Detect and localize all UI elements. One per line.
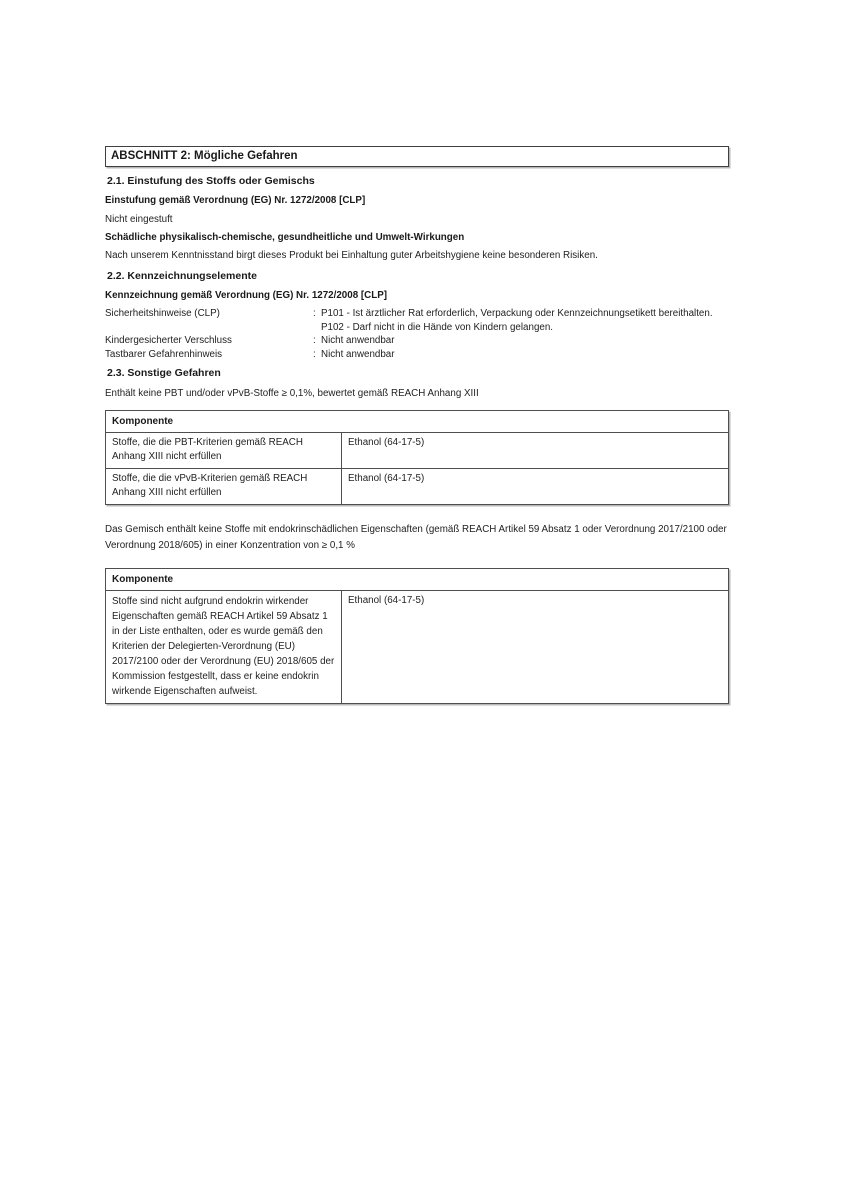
criterion-cell: Stoffe, die die PBT-Kriterien gemäß REACH Anhang XIII nicht erfüllen [106,433,342,469]
table-row-vpvb [106,469,729,505]
criterion-cell: Stoffe, die die vPvB-Kriterien gemäß REACH Anhang XIII nicht erfüllen [106,469,342,505]
labelling-regulation-heading: Kennzeichnung gemäß Verordnung (EG) Nr. 1272/2008 [CLP] [105,290,387,301]
section-title: ABSCHNITT 2: Mögliche Gefahren [111,150,298,162]
row-value: Nicht anwendbar [321,348,395,360]
criterion-cell: Stoffe sind nicht aufgrund endokrin wirkender Eigenschaften gemäß REACH Artikel 59 Absatz 1 in der Liste enthalten, oder es wurde gemäß den Kriterien der Delegierten-Verordnung (EU) 2017/2100 oder der Verordnung (EU) 2018/605 der Kommission festgestellt, dass er keine endokrin wirkende Eigenschaften aufweist. [106,591,342,704]
row-label: Kindergesicherter Verschluss [105,335,232,346]
row-separator: : [313,308,316,319]
adverse-effects-heading: Schädliche physikalisch-chemische, gesundheitliche und Umwelt-Wirkungen [105,232,465,243]
table-header-row [106,569,729,591]
pbt-statement: Enthält keine PBT und/oder vPvB-Stoffe ≥ 0,1%, bewertet gemäß REACH Anhang XIII [105,388,479,399]
row-separator: : [313,335,316,346]
classification-regulation-heading: Einstufung gemäß Verordnung (EG) Nr. 1272/2008 [CLP] [105,195,366,206]
table-row-pbt [106,433,729,469]
heading-2-1: 2.1. Einstufung des Stoffs oder Gemischs [107,175,315,187]
label-row-safety-statements [105,307,729,334]
label-row-tactile-warning [105,348,729,362]
sds-section-2-page [105,146,729,704]
labelling-details [105,307,729,361]
heading-2-3: 2.3. Sonstige Gefahren [107,367,221,379]
classification-value: Nicht eingestuft [105,214,173,225]
row-label: Tastbarer Gefahrenhinweis [105,348,223,360]
adverse-effects-text: Nach unserem Kenntnisstand birgt dieses Produkt bei Einhaltung guter Arbeitshygiene keine besonderen Risiken. [105,250,598,261]
label-row-child-resistant-closure [105,334,729,348]
row-value: Nicht anwendbar [321,335,395,346]
endocrine-statement: Das Gemisch enthält keine Stoffe mit endokrinschädlichen Eigenschaften (gemäß REACH Artikel 59 Absatz 1 oder Verordnung 2017/2100 oder Verordnung 2018/605) in einer Konzentration von ≥ 0,1 % [105,524,727,551]
safety-statement-p102: P102 - Darf nicht in die Hände von Kindern gelangen. [321,321,554,333]
table-header-row [106,411,729,433]
endocrine-table [105,568,729,704]
row-label: Sicherheitshinweise (CLP) [105,308,220,319]
component-cell: Ethanol (64-17-5) [342,591,729,704]
heading-2-2: 2.2. Kennzeichnungselemente [107,270,257,282]
pbt-vpvb-table [105,410,729,505]
component-cell: Ethanol (64-17-5) [342,469,729,505]
section-header-box [105,146,729,167]
component-cell: Ethanol (64-17-5) [342,433,729,469]
table-header-komponente: Komponente [106,411,729,433]
table-row-endocrine [106,591,729,704]
row-separator: : [313,348,316,360]
table-header-komponente: Komponente [106,569,729,591]
safety-statement-p101: P101 - Ist ärztlicher Rat erforderlich, Verpackung oder Kennzeichnungsetikett bereithalten. [321,308,713,319]
row-value [321,307,729,334]
